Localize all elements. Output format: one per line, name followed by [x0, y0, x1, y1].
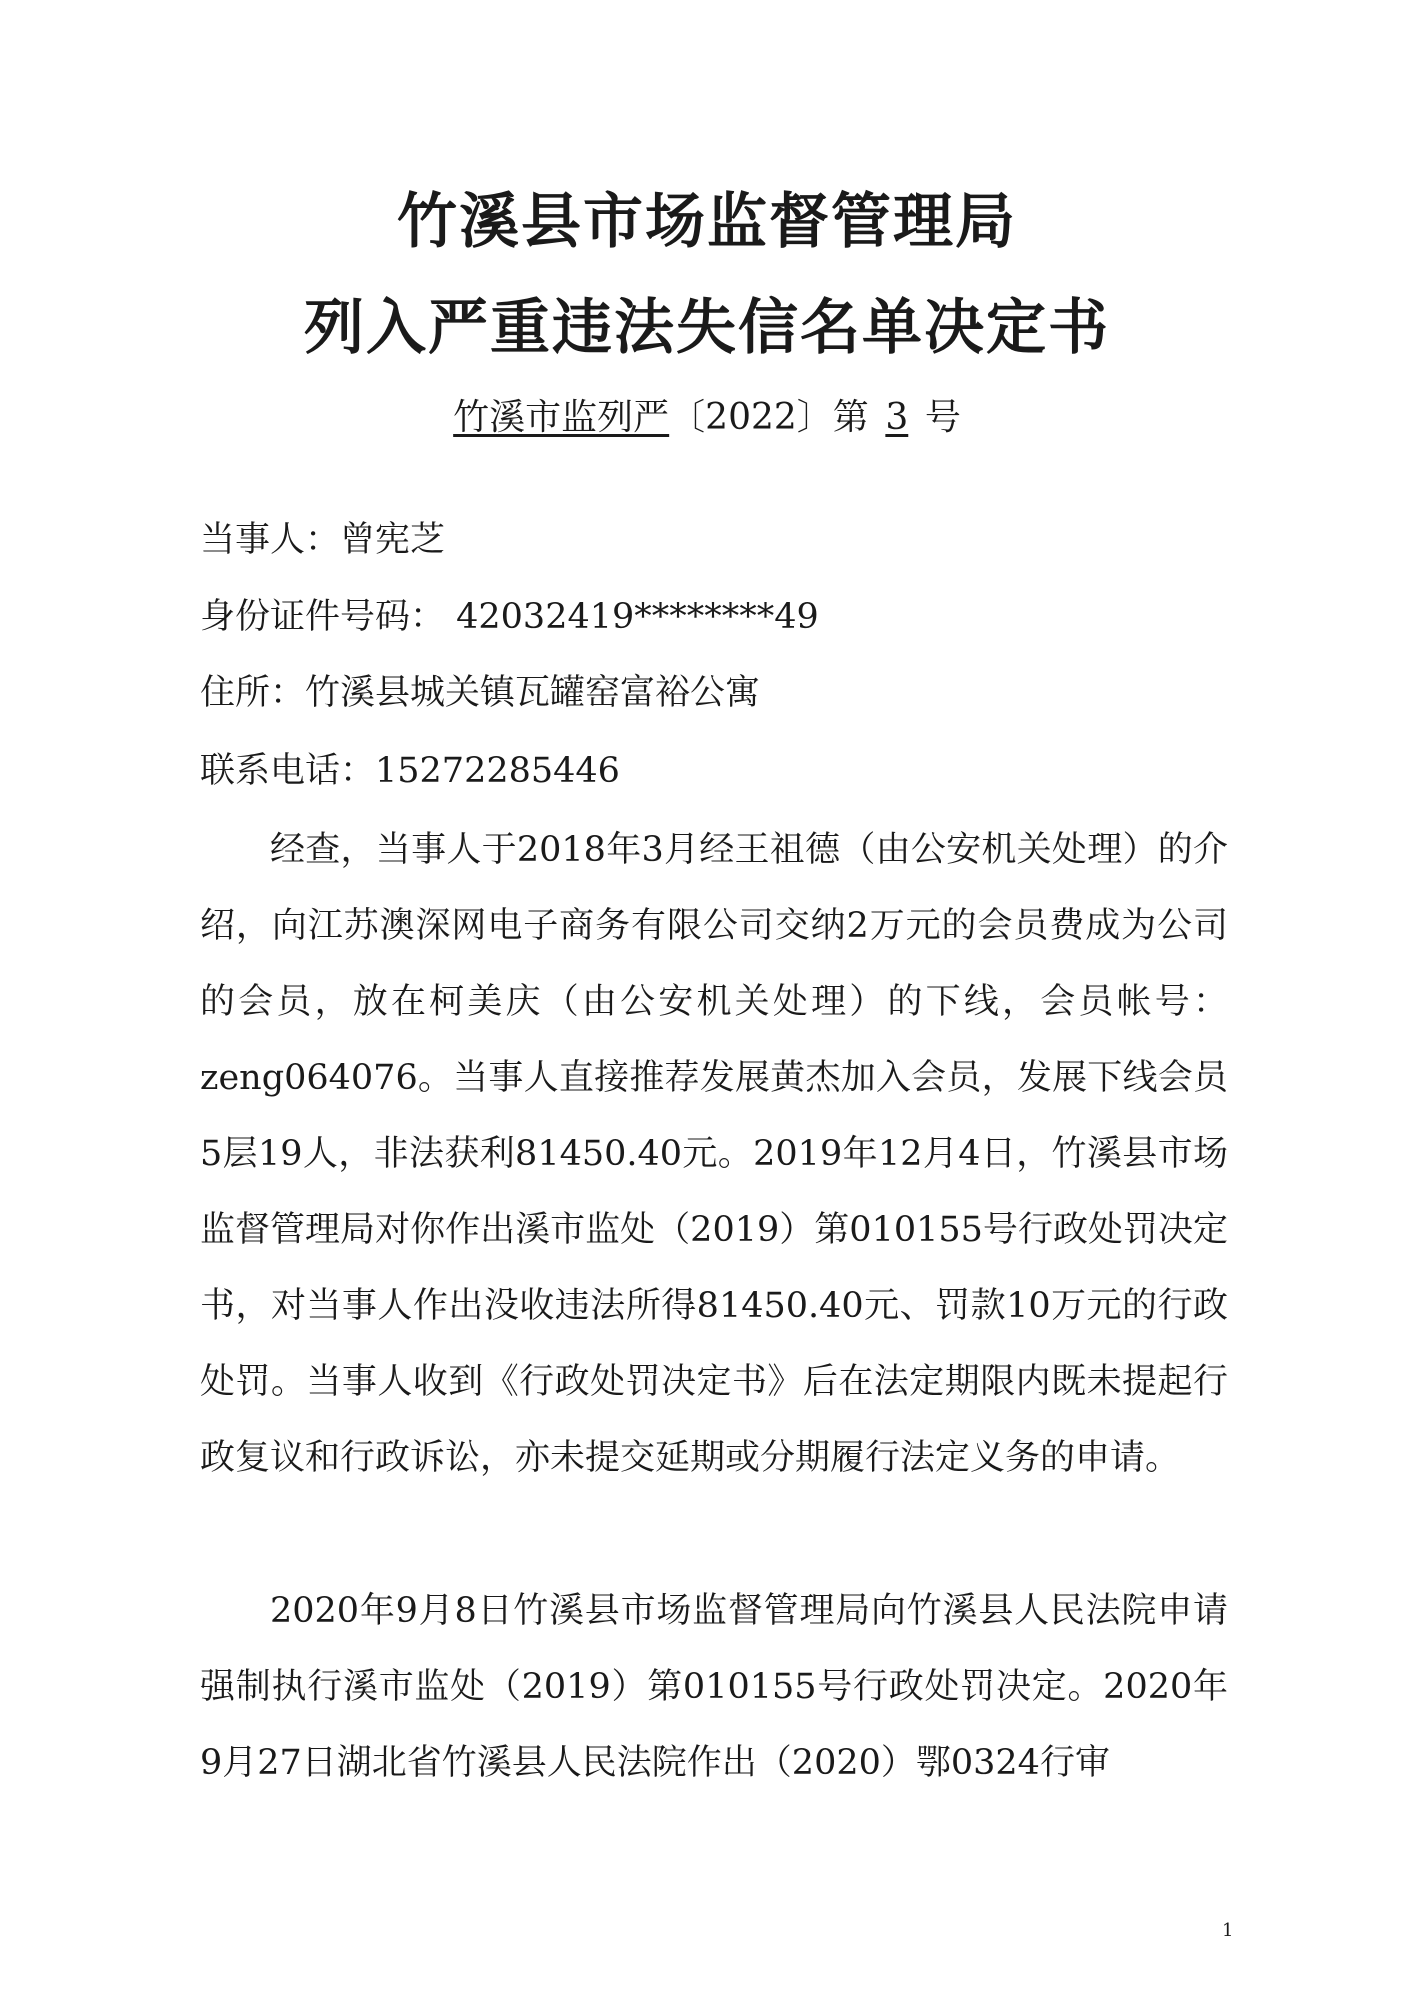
enforcement-paragraph: 2020年9月8日竹溪县市场监督管理局向竹溪县人民法院申请强制执行溪市监处（2019）第010155号行政处罚决定。2020年9月27日湖北省竹溪县人民法院作出（2020）鄂0324行审: [200, 1591, 1228, 1783]
party-phone: 联系电话：15272285446: [200, 751, 620, 791]
document-number-value: 3: [885, 397, 909, 438]
document-title-type: 列入严重违法失信名单决定书: [304, 293, 1110, 363]
findings-paragraph: 经查，当事人于2018年3月经王祖德（由公安机关处理）的介绍，向江苏澳深网电子商务有限公司交纳2万元的会员费成为公司的会员，放在柯美庆（由公安机关处理）的下线，会员帐号：zeng064076。当事人直接推荐发展黄杰加入会员，发展下线会员5层19人，非法获利81450.40元。2019年12月4日，竹溪县市场监督管理局对你作出溪市监处（2019）第010155号行政处罚决定书，对当事人作出没收违法所得81450.40元、罚款10万元的行政处罚。当事人收到《行政处罚决定书》后在法定期限内既未提起行政复议和行政诉讼，亦未提交延期或分期履行法定义务的申请。: [200, 830, 1228, 1478]
page-number: 1: [1222, 1920, 1234, 1941]
document-number-year: 〔2022〕: [669, 397, 833, 438]
document-number-prefix: 竹溪市监列严: [453, 397, 670, 438]
party-address: 住所：竹溪县城关镇瓦罐窑富裕公寓: [200, 673, 761, 713]
document-title-agency: 竹溪县市场监督管理局: [397, 187, 1017, 257]
party-name: 当事人：曾宪芝: [200, 520, 446, 560]
document-number-hao: 号: [924, 397, 961, 438]
document-number-di: 第: [832, 397, 869, 438]
document-number: [0, 397, 1414, 438]
party-id-number: 身份证件号码： 42032419********49: [200, 597, 819, 637]
